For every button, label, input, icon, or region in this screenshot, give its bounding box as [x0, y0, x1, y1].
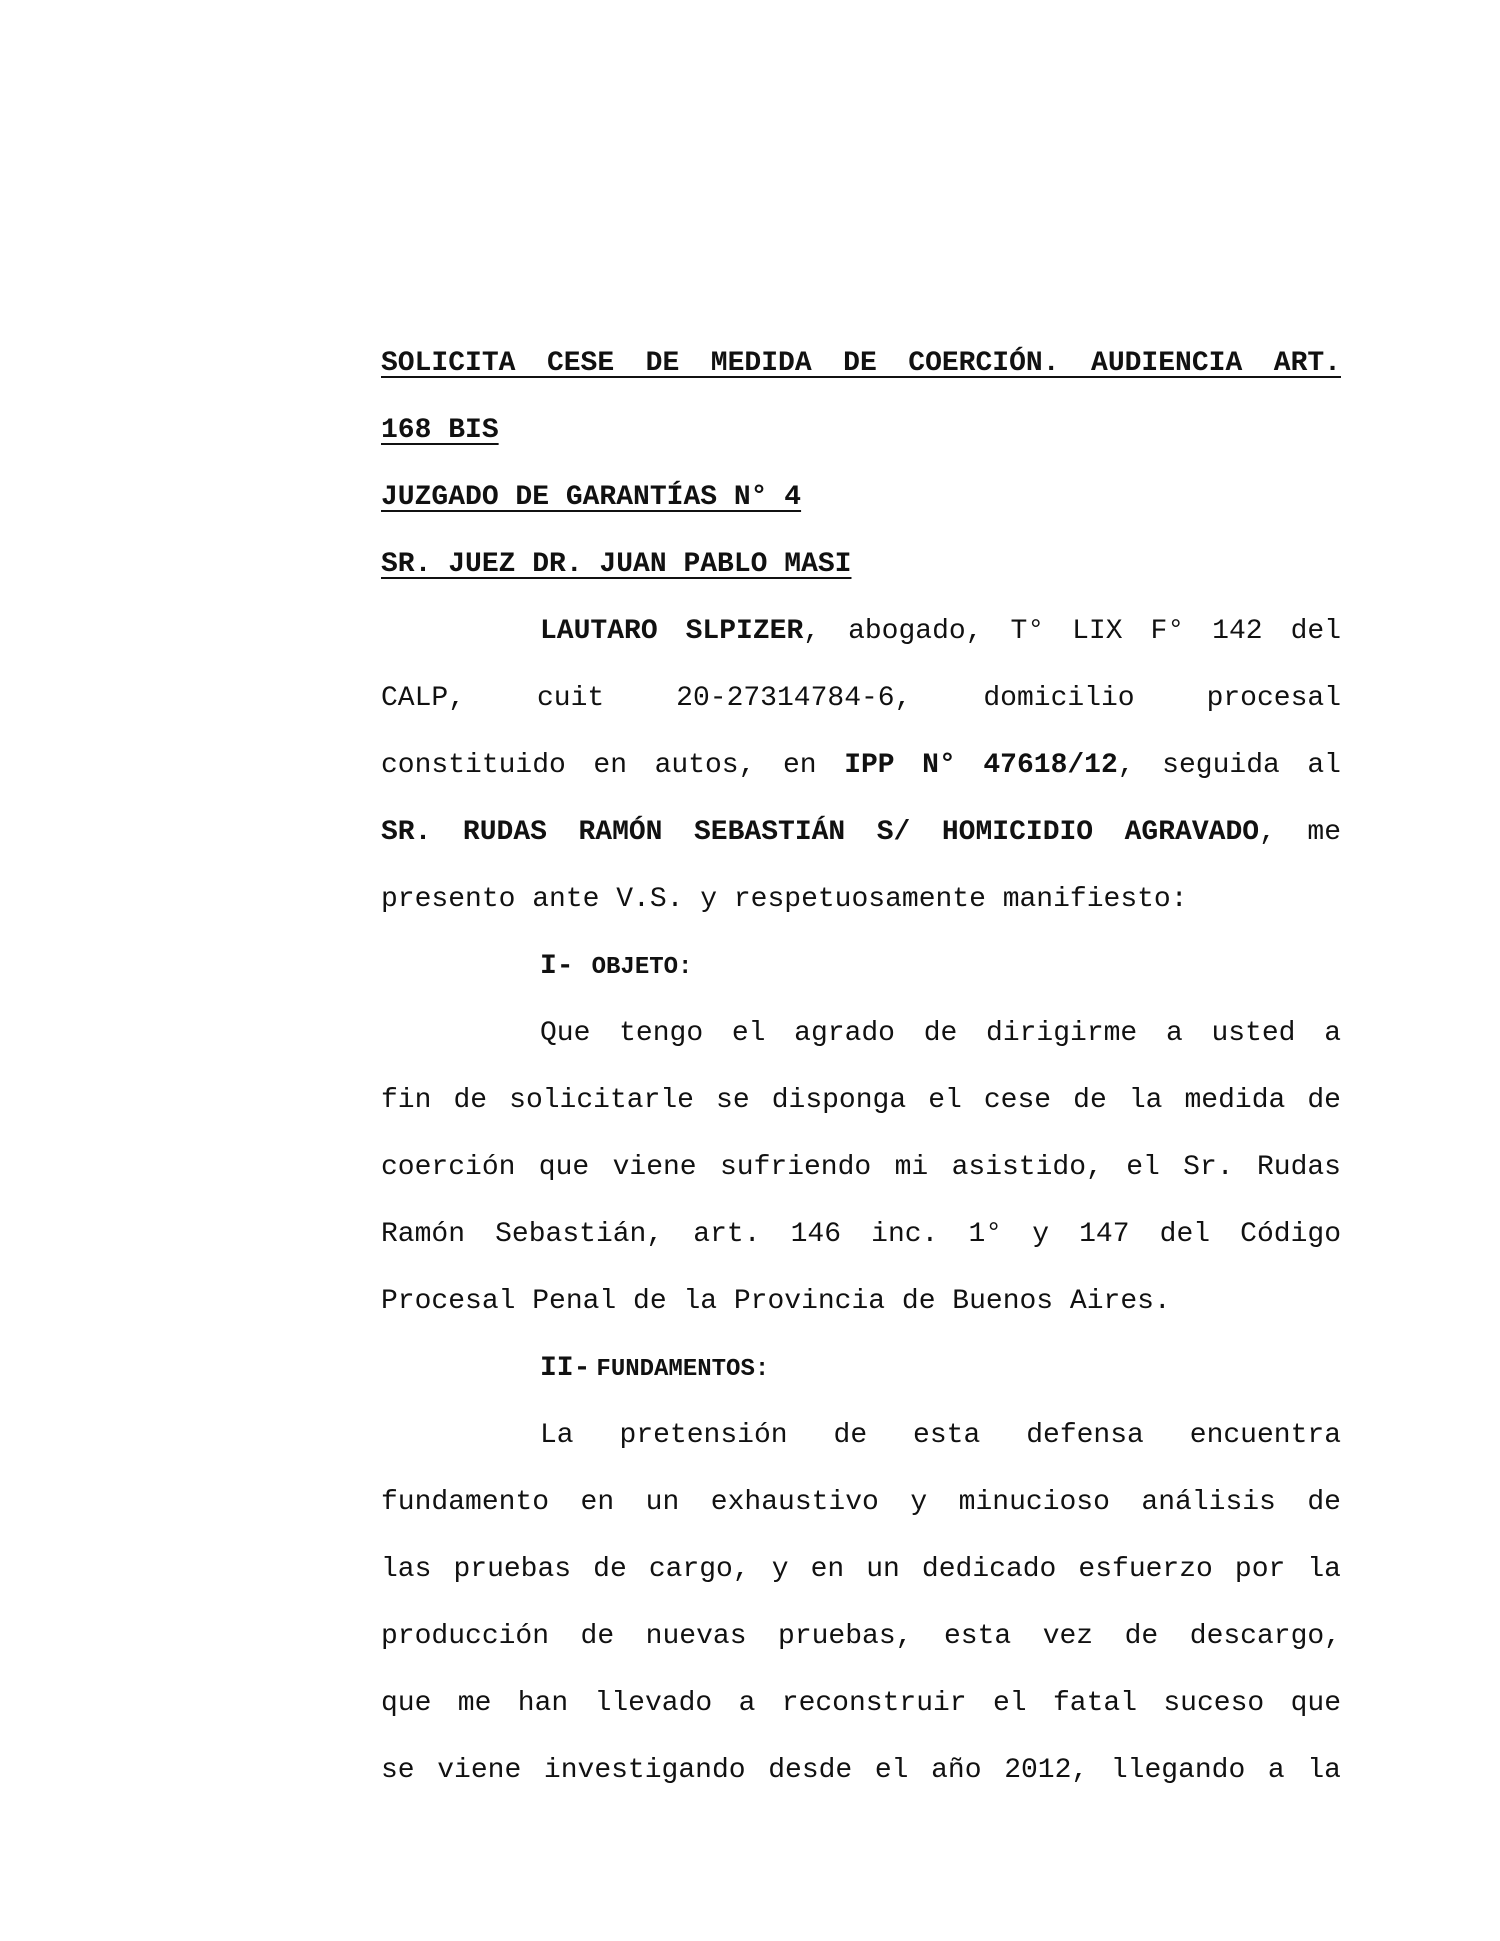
section-2-line: que me han llevado a reconstruir el fatal suceso que	[381, 1688, 1341, 1719]
intro-line-3	[381, 732, 1341, 799]
lawyer-name: LAUTARO SLPIZER	[540, 616, 804, 647]
section-2-label: FUNDAMENTOS:	[596, 1356, 770, 1383]
section-2-line: fundamento en un exhaustivo y minucioso análisis de	[381, 1487, 1341, 1518]
lawyer-details: , abogado, T° LIX F° 142 del	[803, 616, 1342, 647]
section-1-heading	[381, 933, 1341, 1000]
section-1-line: Ramón Sebastián, art. 146 inc. 1° y 147 del Código	[381, 1219, 1341, 1250]
section-2-line: producción de nuevas pruebas, esta vez de descargo,	[381, 1621, 1341, 1652]
section-1-line: fin de solicitarle se disponga el cese de la medida de	[381, 1085, 1341, 1116]
court-name: JUZGADO DE GARANTÍAS N° 4	[381, 482, 802, 513]
section-2-line: se viene investigando desde el año 2012, llegando a la	[381, 1755, 1341, 1786]
judge-name: SR. JUEZ DR. JUAN PABLO MASI	[381, 549, 852, 580]
section-1-line: coerción que viene sufriendo mi asistido, el Sr. Rudas	[381, 1152, 1341, 1183]
title-line-2	[381, 397, 1341, 464]
court-line	[381, 464, 1341, 531]
intro-line-4	[381, 799, 1341, 866]
section-2-line: las pruebas de cargo, y en un dedicado esfuerzo por la	[381, 1554, 1341, 1585]
intro-line-5: presento ante V.S. y respetuosamente manifiesto:	[381, 884, 1188, 915]
title-text-2: 168 BIS	[381, 415, 499, 446]
section-1-number: I-	[540, 951, 574, 982]
intro-line-1	[381, 598, 1341, 665]
section-1-line: Procesal Penal de la Provincia de Buenos Aires.	[381, 1286, 1171, 1317]
intro-line-3-pre: constituido en autos, en	[381, 750, 845, 781]
title-text-1: SOLICITA CESE DE MEDIDA DE COERCIÓN. AUDIENCIA ART.	[381, 348, 1341, 379]
intro-line-3-post: , seguida al	[1117, 750, 1341, 781]
ipp-number: IPP N° 47618/12	[844, 750, 1118, 781]
section-2-heading	[381, 1335, 1341, 1402]
section-1-label: OBJETO:	[591, 954, 693, 981]
title-line-1	[381, 330, 1341, 397]
document-page	[381, 330, 1341, 1804]
intro-line-4-post: , me	[1259, 817, 1341, 848]
intro-line-2: CALP, cuit 20-27314784-6, domicilio procesal	[381, 683, 1341, 714]
section-1-line: Que tengo el agrado de dirigirme a usted a	[540, 1018, 1341, 1049]
case-caption: SR. RUDAS RAMÓN SEBASTIÁN S/ HOMICIDIO AGRAVADO	[381, 817, 1260, 848]
section-2-line: La pretensión de esta defensa encuentra	[540, 1420, 1341, 1451]
judge-line	[381, 531, 1341, 598]
section-2-number: II-	[540, 1353, 591, 1384]
